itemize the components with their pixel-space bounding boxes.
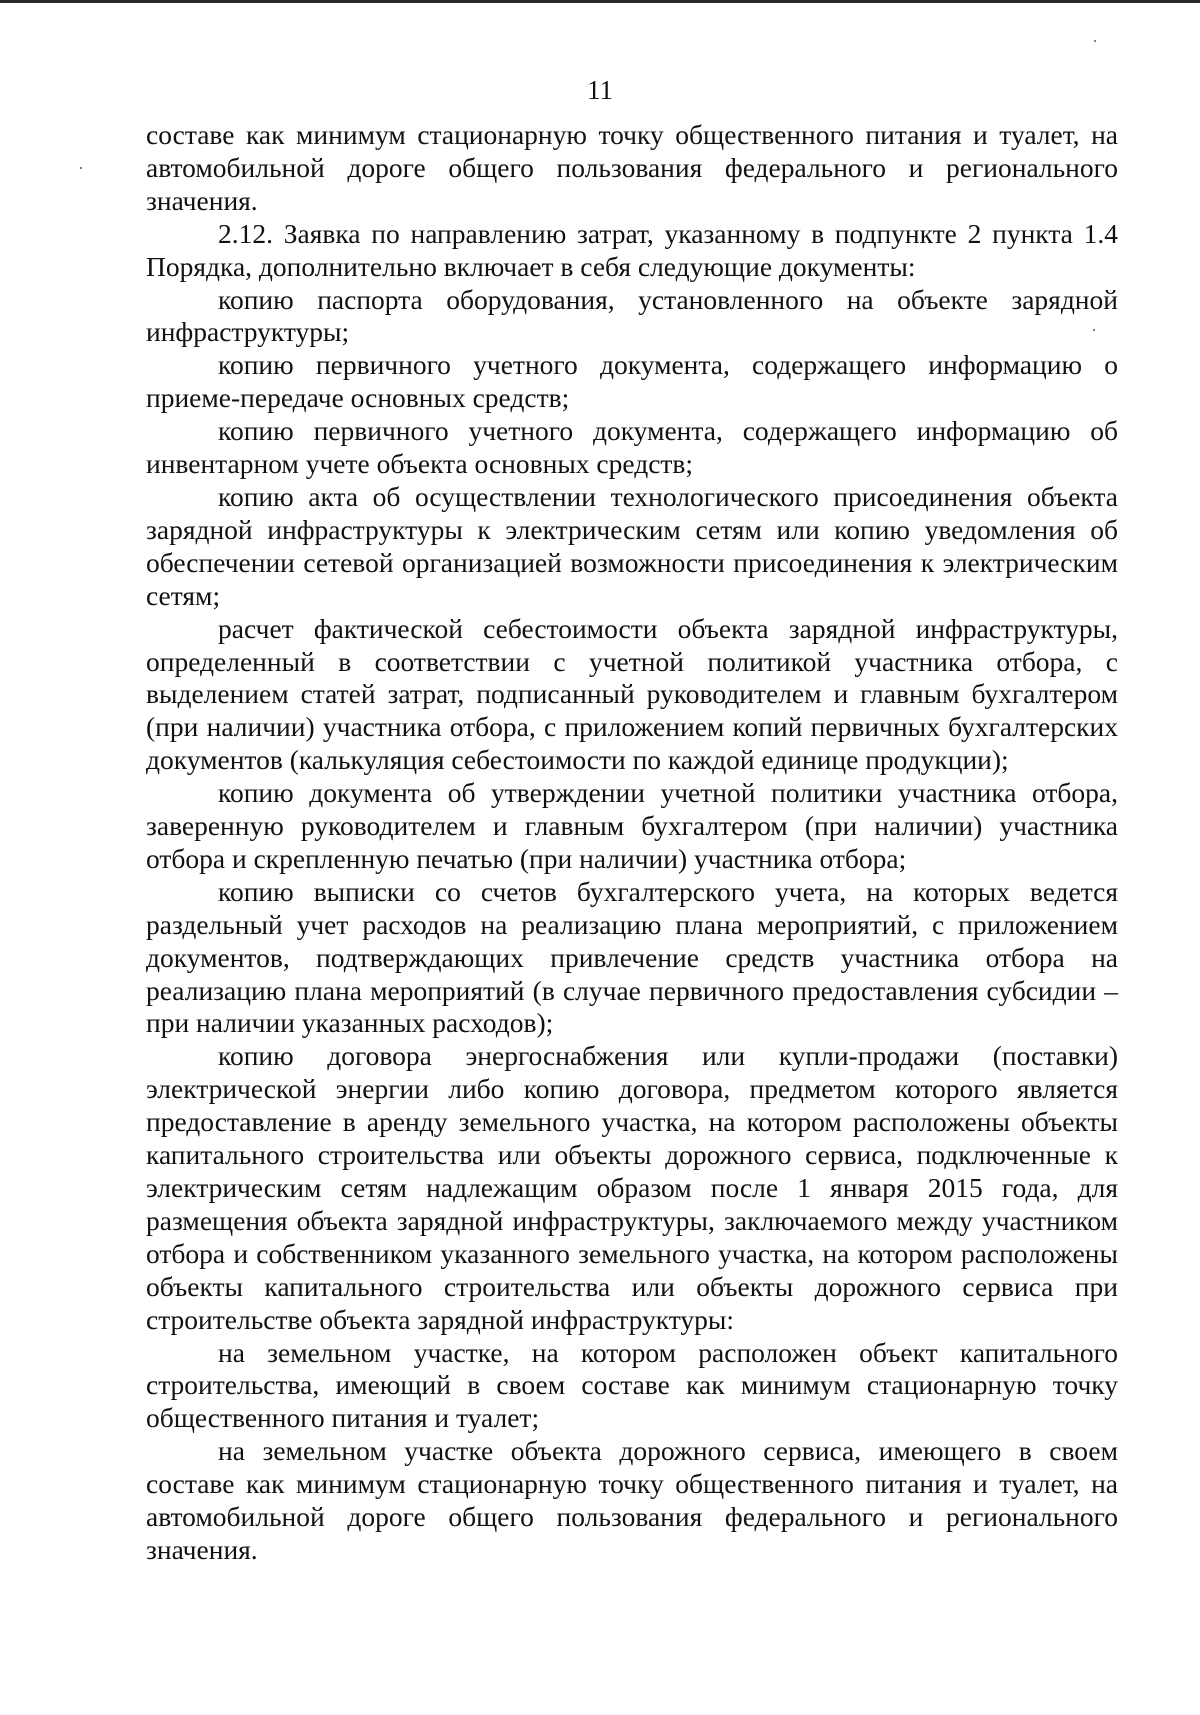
list-item-accounting-policy: копию документа об утверждении учетной политики участника отбора, заверенную руководителем и главным бухгалтером (при наличии) участника отбора и скрепленную печатью (при наличии) участника отбора; — [146, 777, 1118, 874]
scan-speck — [80, 167, 82, 169]
list-item-grid-connection-act: копию акта об осуществлении технологического присоединения объекта зарядной инфраструктуры к электрическим сетям или копию уведомления об обеспечении сетевой организацией возможности присоединения к электрическим сетям; — [146, 480, 1118, 611]
list-item-asset-transfer: копию первичного учетного документа, содержащего информацию о приеме-передаче основных средств; — [146, 349, 1118, 414]
document-body — [146, 119, 1118, 1567]
paragraph-clause-2-12: 2.12. Заявка по направлению затрат, указанному в подпункте 2 пункта 1.4 Порядка, дополнительно включает в себя следующие документы: — [146, 217, 1118, 282]
list-item-land-plot-road-service: на земельном участке объекта дорожного сервиса, имеющего в своем составе как минимум стационарную точку общественного питания и туалет, на автомобильной дороге общего пользования федерального и регионального значения. — [146, 1435, 1118, 1565]
list-item-account-statement: копию выписки со счетов бухгалтерского учета, на которых ведется раздельный учет расходов на реализацию плана мероприятий, с приложением документов, подтверждающих привлечение средств участника отбора на реализацию плана мероприятий (в случае первичного предоставления субсидии – при наличии указанных расходов); — [146, 875, 1118, 1039]
page-number: 11 — [587, 75, 613, 105]
scan-speck — [1094, 40, 1096, 42]
list-item-inventory-record: копию первичного учетного документа, содержащего информацию об инвентарном учете объекта основных средств; — [146, 415, 1118, 480]
list-item-supply-contract: копию договора энергоснабжения или купли-продажи (поставки) электрической энергии либо копию договора, предметом которого является предоставление в аренду земельного участка, на котором расположены объекты капитального строительства или объекты дорожного сервиса, подключенные к электрическим сетям надлежащим образом после 1 января 2015 года, для размещения объекта зарядной инфраструктуры, заключаемого между участником отбора и собственником указанного земельного участка, на котором расположены объекты капитального строительства или объекты дорожного сервиса при строительстве объекта зарядной инфраструктуры: — [146, 1040, 1118, 1335]
list-item-cost-calculation: расчет фактической себестоимости объекта зарядной инфраструктуры, определенный в соответствии с учетной политикой участника отбора, с выделением статей затрат, подписанный руководителем и главным бухгалтером (при наличии) участника отбора, с приложением копий первичных бухгалтерских документов (калькуляция себестоимости по каждой единице продукции); — [146, 612, 1118, 776]
scan-edge — [0, 0, 1200, 3]
paragraph-continuation: составе как минимум стационарную точку общественного питания и туалет, на автомобильной дороге общего пользования федерального и регионального значения. — [146, 119, 1118, 216]
list-item-equipment-passport: копию паспорта оборудования, установленного на объекте зарядной инфраструктуры; — [146, 283, 1118, 348]
list-item-land-plot-construction: на земельном участке, на котором расположен объект капитального строительства, имеющий в своем составе как минимум стационарную точку общественного питания и туалет; — [146, 1336, 1118, 1434]
scan-speck — [1093, 329, 1095, 331]
